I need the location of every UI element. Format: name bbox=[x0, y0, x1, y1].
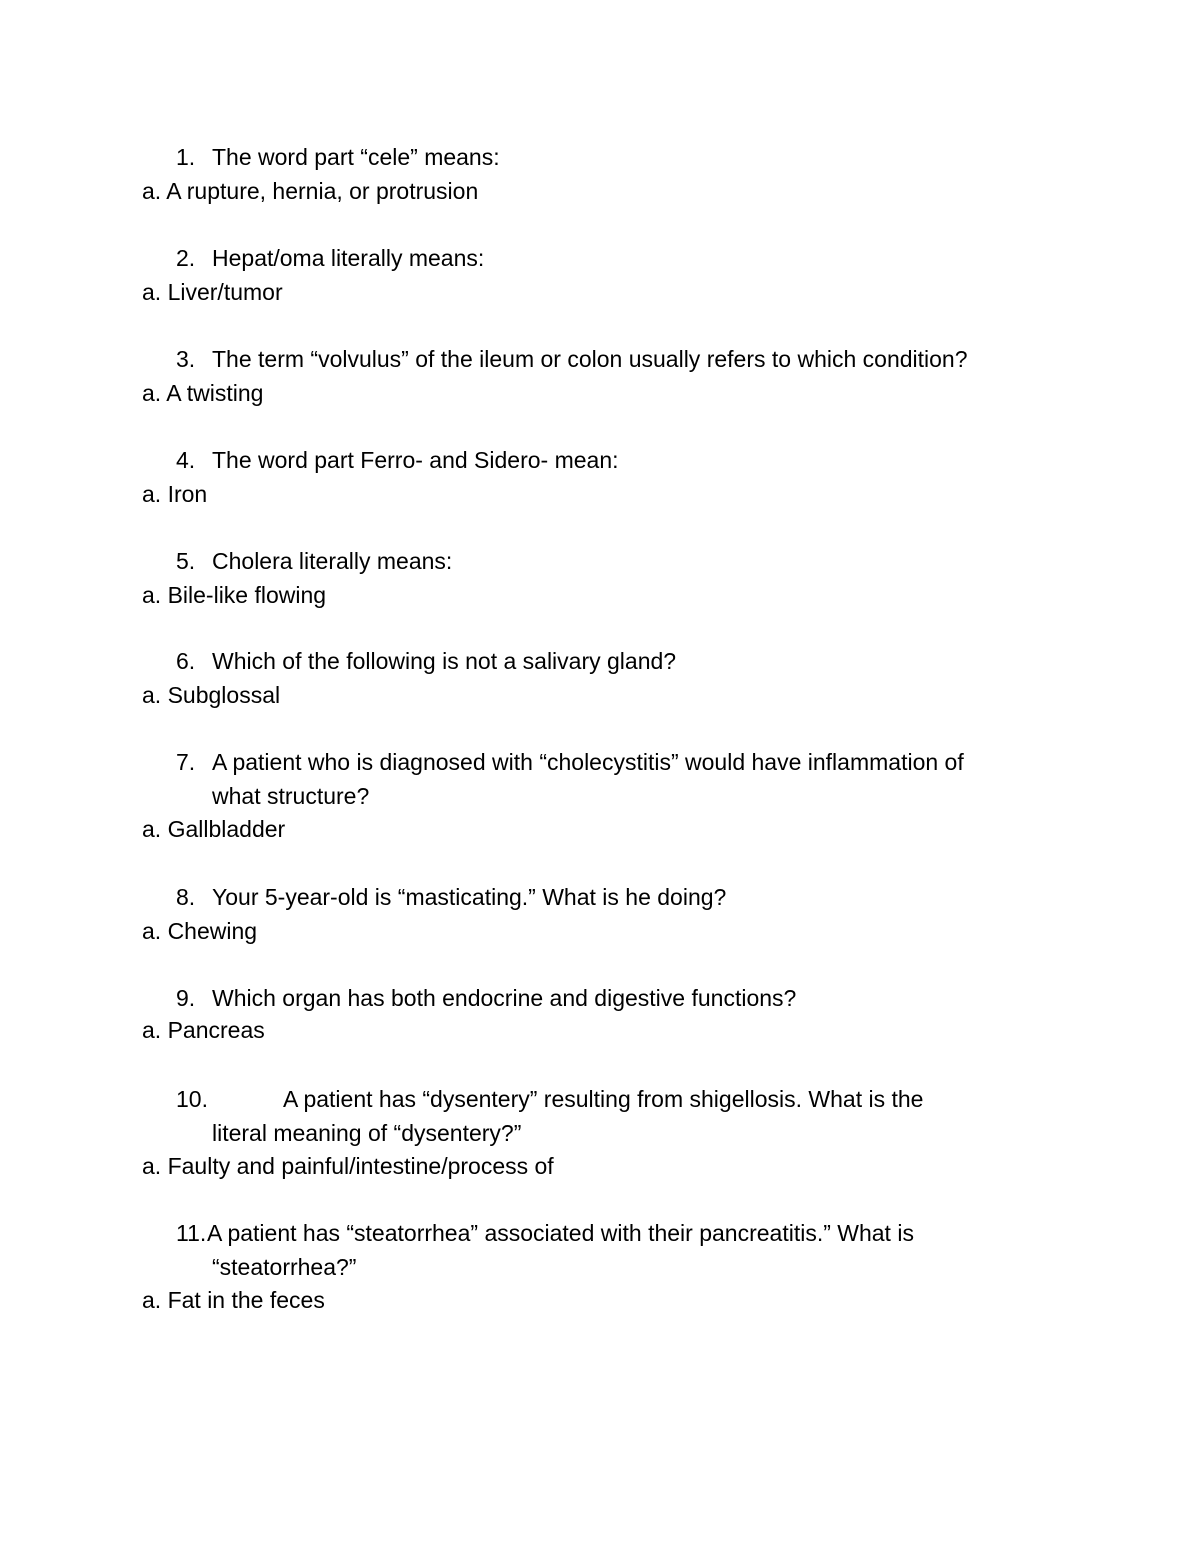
question-number: 6. bbox=[176, 648, 196, 674]
question-number: 9. bbox=[176, 985, 196, 1011]
question-text: The word part “cele” means: bbox=[212, 144, 500, 170]
question-text-continued: what structure? bbox=[212, 783, 370, 809]
question-number: 1. bbox=[176, 144, 196, 170]
answer-text: a. Faulty and painful/intestine/process of bbox=[142, 1153, 554, 1179]
question-text: Hepat/oma literally means: bbox=[212, 245, 485, 271]
question-text-continued: “steatorrhea?” bbox=[212, 1254, 357, 1280]
answer-text: a. Liver/tumor bbox=[142, 279, 283, 305]
question-number: 10. bbox=[176, 1086, 208, 1112]
question-text: The term “volvulus” of the ileum or colon usually refers to which condition? bbox=[212, 346, 968, 372]
question-text: Which of the following is not a salivary gland? bbox=[212, 648, 677, 674]
question-number: 4. bbox=[176, 447, 196, 473]
answer-text: a. Subglossal bbox=[142, 682, 281, 708]
question-number: 2. bbox=[176, 245, 196, 271]
question-number: 5. bbox=[176, 548, 196, 574]
answer-text: a. Pancreas bbox=[142, 1017, 265, 1043]
question-text: Your 5-year-old is “masticating.” What is he doing? bbox=[212, 884, 727, 910]
answer-text: a. Chewing bbox=[142, 918, 258, 944]
question-text: A patient has “steatorrhea” associated with their pancreatitis.” What is bbox=[207, 1220, 914, 1246]
answer-text: a. A rupture, hernia, or protrusion bbox=[142, 178, 479, 204]
answer-text: a. A twisting bbox=[142, 380, 264, 406]
question-text: The word part Ferro- and Sidero- mean: bbox=[212, 447, 619, 473]
answer-text: a. Iron bbox=[142, 481, 208, 507]
question-text: Cholera literally means: bbox=[212, 548, 453, 574]
question-text: Which organ has both endocrine and digestive functions? bbox=[212, 985, 797, 1011]
answer-text: a. Gallbladder bbox=[142, 816, 286, 842]
answer-text: a. Bile-like flowing bbox=[142, 582, 327, 608]
question-number: 11. bbox=[176, 1220, 207, 1246]
question-number: 7. bbox=[176, 749, 196, 775]
question-number: 8. bbox=[176, 884, 196, 910]
question-number: 3. bbox=[176, 346, 196, 372]
answer-text: a. Fat in the feces bbox=[142, 1287, 325, 1313]
question-text: A patient has “dysentery” resulting from shigellosis. What is the bbox=[283, 1086, 924, 1112]
question-text-continued: literal meaning of “dysentery?” bbox=[212, 1120, 522, 1146]
question-text: A patient who is diagnosed with “cholecystitis” would have inflammation of bbox=[212, 749, 964, 775]
